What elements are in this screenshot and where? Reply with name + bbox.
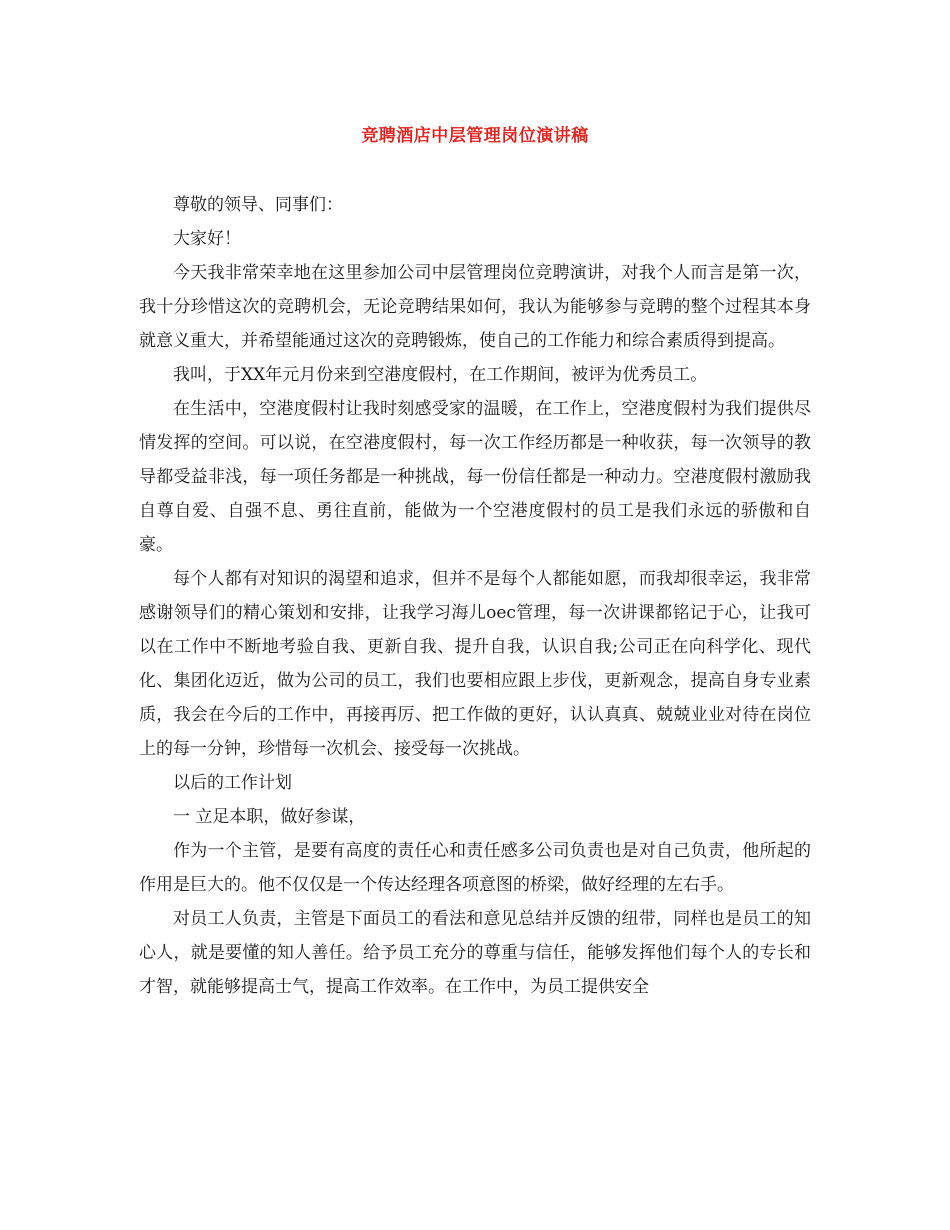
document-body [139,188,811,1004]
paragraph-supervisor-role: 作为一个主管，是要有高度的责任心和责任感多公司负责也是对自己负责，他所起的作用是巨大的。他不仅仅是一个传达经理各项意图的桥梁，做好经理的左右手。 [139,841,811,895]
document-title: 竞聘酒店中层管理岗位演讲稿 [361,126,589,146]
paragraph-introduction: 我叫，于XX年元月份来到空港度假村，在工作期间，被评为优秀员工。 [173,365,708,385]
paragraph-plan-item-one: 一 立足本职，做好参谋， [173,807,366,827]
paragraph-life-and-work: 在生活中，空港度假村让我时刻感受家的温暖，在工作上，空港度假村为我们提供尽情发挥的空间。可以说，在空港度假村，每一次工作经历都是一种收获，每一次领导的教导都受益非浅，每一项任务都是一种挑战，每一份信任都是一种动力。空港度假村激励我自尊自爱、自强不息、勇往直前，能做为一个空港度假村的员工是我们永远的骄傲和自豪。 [139,399,811,555]
paragraph-work-plan-heading: 以后的工作计划 [173,773,292,793]
paragraph-greeting: 大家好！ [173,229,241,249]
paragraph-staff-responsibility: 对员工人负责，主管是下面员工的看法和意见总结并反馈的纽带，同样也是员工的知心人，就是要懂的知人善任。给予员工充分的尊重与信任，能够发挥他们每个人的专长和才智，就能够提高士气，提高工作效率。在工作中，为员工提供安全 [139,909,811,997]
paragraph-opening: 今天我非常荣幸地在这里参加公司中层管理岗位竞聘演讲，对我个人而言是第一次，我十分珍惜这次的竞聘机会，无论竞聘结果如何，我认为能够参与竞聘的整个过程其本身就意义重大，并希望能通过这次的竞聘锻炼，使自己的工作能力和综合素质得到提高。 [139,263,811,351]
paragraph-learning: 每个人都有对知识的渴望和追求，但并不是每个人都能如愿，而我却很幸运，我非常感谢领导们的精心策划和安排，让我学习海儿oec管理，每一次讲课都铭记于心，让我可以在工作中不断地考验自我、更新自我、提升自我，认识自我;公司正在向科学化、现代化、集团化迈近，做为公司的员工，我们也要相应跟上步伐，更新观念，提高自身专业素质，我会在今后的工作中，再接再厉、把工作做的更好，认认真真、兢兢业业对待在岗位上的每一分钟，珍惜每一次机会、接受每一次挑战。 [139,569,811,759]
paragraph-salutation: 尊敬的领导、同事们： [173,195,343,215]
